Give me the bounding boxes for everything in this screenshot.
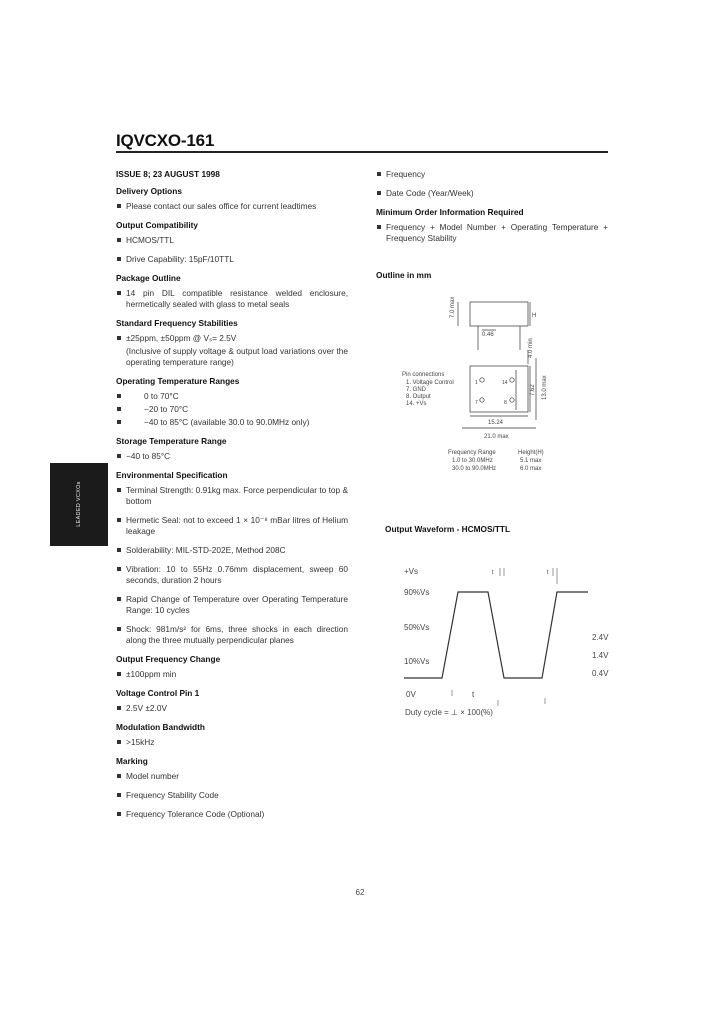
dim-height: 7.0 max [450, 296, 456, 318]
list-item: Rapid Change of Temperature over Operating Temperature Range: 10 cycles [116, 594, 348, 616]
section-storage-temp [116, 436, 348, 462]
outline-heading: Outline in mm [376, 270, 432, 280]
dim-pin: 0.46 [482, 332, 494, 338]
list-item-note: (Inclusive of supply voltage & output load variations over the operating temperature range) [126, 346, 348, 367]
list-item: 0 to 70°C [116, 391, 348, 402]
package-top-view [470, 366, 528, 412]
period-label: t [472, 690, 475, 699]
table-header-height: Height(H) [518, 450, 544, 456]
pin-7: 7. GND [406, 387, 427, 393]
pin-mark: 7 [475, 400, 478, 406]
section-heading: Storage Temperature Range [116, 436, 227, 446]
table-cell: 5.1 max [520, 458, 542, 464]
section-environmental [116, 470, 348, 646]
dim-lead: 4.0 min [528, 338, 534, 358]
pin-14: 14. +Vs [406, 401, 427, 407]
pin-title: Pin connections [402, 372, 445, 378]
package-side-view [470, 302, 528, 326]
duty-cycle: Duty cycle = ⊥ × 100(%) [405, 708, 493, 717]
dim-width: 13.0 max [542, 375, 548, 400]
list-item: −20 to 70°C [116, 404, 348, 415]
list-item: Shock: 981m/s² for 6ms, three shocks in each direction along the three mutually perpendicular planes [116, 624, 348, 646]
waveform-trace [404, 592, 588, 678]
table-cell: 6.0 max [520, 466, 542, 472]
section-heading: Environmental Specification [116, 470, 228, 480]
y-label-0v: 0V [406, 690, 416, 699]
list-item: HCMOS/TTL [116, 235, 348, 246]
y-label-10: 10%Vs [404, 657, 430, 666]
list-item: ±100ppm min [116, 669, 348, 680]
section-package [116, 273, 348, 310]
list-item: Frequency + Model Number + Operating Temperature + Frequency Stability [376, 222, 608, 244]
list-item: Solderability: MIL-STD-202E, Method 208C [116, 545, 348, 556]
dim-h: H [532, 313, 537, 319]
section-heading: Marking [116, 756, 148, 766]
list-item: −40 to 85°C (available 30.0 to 90.0MHz only) [116, 417, 348, 428]
y-label-90: 90%Vs [404, 588, 430, 597]
section-heading: Delivery Options [116, 186, 182, 196]
section-voltage-control [116, 688, 348, 714]
section-heading: Output Frequency Change [116, 654, 221, 664]
tf-label: t [547, 570, 549, 576]
section-modulation [116, 722, 348, 748]
section-output-compat [116, 220, 348, 265]
page-number: 62 [355, 888, 365, 897]
left-column [116, 169, 348, 828]
section-stability [116, 318, 348, 368]
level-0-4v: 0.4V [592, 669, 609, 678]
section-heading: Modulation Bandwidth [116, 722, 205, 732]
section-freq-change [116, 654, 348, 680]
pin-dot [510, 398, 514, 402]
list-item: Vibration: 10 to 55Hz 0.76mm displacement, sweep 60 seconds, duration 2 hours [116, 564, 348, 586]
section-delivery [116, 186, 348, 212]
pin-1: 1. Voltage Control [406, 380, 454, 386]
section-marking [116, 756, 348, 820]
page-title: IQVCXO-161 [116, 131, 215, 150]
pin-mark: 8 [504, 400, 507, 406]
pin-mark: 14 [502, 380, 508, 386]
y-label-50: 50%Vs [404, 623, 430, 632]
section-heading: Standard Frequency Stabilities [116, 318, 238, 328]
side-tab-label: LEADED VCXOs [76, 481, 82, 527]
section-op-temp [116, 376, 348, 428]
list-item: Date Code (Year/Week) [376, 188, 608, 199]
table-cell: 1.0 to 30.0MHz [452, 458, 493, 464]
section-heading: Operating Temperature Ranges [116, 376, 240, 386]
level-1-4v: 1.4V [592, 651, 609, 660]
list-item: Model number [116, 771, 348, 782]
table-header-range: Frequency Range [448, 450, 496, 456]
section-heading: Output Compatibility [116, 220, 199, 230]
list-item: Frequency Stability Code [116, 790, 348, 801]
list-item: −40 to 85°C [116, 451, 348, 462]
dim-pins-span: 15.24 [488, 420, 504, 426]
waveform-heading: Output Waveform - HCMOS/TTL [385, 524, 511, 534]
list-item: 2.5V ±2.0V [116, 703, 348, 714]
pin-dot [480, 398, 484, 402]
list-item: Frequency [376, 169, 608, 180]
y-label-vs: +Vs [404, 567, 419, 576]
list-item: Please contact our sales office for current leadtimes [116, 201, 348, 212]
waveform-diagram [400, 560, 615, 720]
section-heading: Voltage Control Pin 1 [116, 688, 200, 698]
section-heading: Package Outline [116, 273, 181, 283]
pin-dot [480, 378, 484, 382]
issue-line: ISSUE 8; 23 AUGUST 1998 [116, 169, 220, 179]
right-column [376, 169, 608, 252]
list-item: Hermetic Seal: not to exceed 1 × 10⁻⁸ mBar litres of Helium leakage [116, 515, 348, 537]
title-rule [116, 151, 608, 153]
pin-mark: 1 [475, 380, 478, 386]
list-item: Drive Capability: 15pF/10TTL [116, 254, 348, 265]
list-item: >15kHz [116, 737, 348, 748]
tr-label: t [492, 570, 494, 576]
list-item: ±25ppm, ±50ppm @ Vₛ= 2.5V [116, 333, 348, 344]
dim-pitch: 7.62 [530, 384, 536, 396]
list-item: Terminal Strength: 0.91kg max. Force perpendicular to top & bottom [116, 485, 348, 507]
level-2-4v: 2.4V [592, 633, 609, 642]
side-tab [50, 463, 108, 546]
list-item: Frequency Tolerance Code (Optional) [116, 809, 348, 820]
pin-8: 8. Output [406, 394, 431, 400]
dim-length: 21.0 max [484, 434, 509, 440]
list-item: 14 pin DIL compatible resistance welded enclosure, hermetically sealed with glass to metal seals [116, 288, 348, 310]
outline-drawing [396, 288, 566, 474]
section-heading: Minimum Order Information Required [376, 207, 524, 217]
pin-dot [510, 378, 514, 382]
table-cell: 30.0 to 90.0MHz [452, 466, 497, 472]
